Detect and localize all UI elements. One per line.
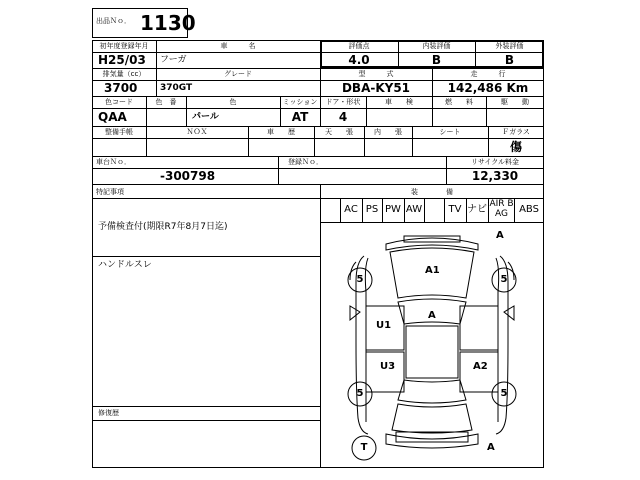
first-reg-value: H25/03 [98, 53, 146, 67]
score-header: 評価点 [348, 42, 370, 50]
sunroof-header: 天 張 [325, 128, 353, 136]
damage-right-rear-door: A2 [473, 361, 488, 372]
damage-roof: A [428, 310, 436, 321]
doors-header: ドア・形状 [325, 98, 361, 106]
color-code-value: QAA [98, 110, 127, 124]
model-value: DBA-KY51 [341, 81, 411, 95]
maintenance-header: 整備手帳 [105, 128, 133, 136]
lot-number: 1130 [140, 11, 196, 35]
damage-hood: A1 [425, 265, 440, 276]
grade-value: 370GT [160, 83, 193, 93]
lot-number-label: 出品Ｎｏ． [96, 17, 131, 25]
car-damage-diagram [320, 222, 544, 468]
tyre-rear-left: 5 [356, 388, 364, 399]
score-value: 4.0 [348, 53, 370, 67]
doors-value: 4 [338, 110, 348, 124]
color-value: パール [192, 112, 219, 122]
exterior-header: 外装評価 [495, 42, 524, 50]
note-line-2: ハンドルスレ [98, 260, 152, 270]
grade-header: グレード [224, 70, 252, 78]
inner-header: 内 張 [374, 128, 402, 136]
notes-header: 特記事項 [96, 188, 124, 196]
equipment-abs: ABS [519, 204, 539, 215]
car-name-header: 車 名 [220, 42, 256, 50]
interior-header: 内装評価 [422, 42, 451, 50]
repair-header: 修復歴 [98, 409, 119, 417]
damage-rear: A [487, 442, 495, 453]
equipment-ac: AC [344, 204, 358, 215]
displacement-value: 3700 [104, 81, 138, 95]
recycle-header: リサイクル料金 [470, 158, 520, 166]
color-number-header: 色 番 [155, 98, 177, 106]
equipment-navi: ナビ [467, 204, 487, 215]
car-name-value: フーガ [160, 55, 187, 65]
equipment-aw: AW [405, 204, 423, 215]
f-glass-header: Ｆガラス [502, 128, 530, 136]
damage-front: A [496, 230, 504, 241]
equipment-pw: PW [385, 204, 401, 215]
history-header: 車 歴 [267, 128, 295, 136]
equipment-ps: PS [365, 204, 379, 215]
damage-left-front-door: U1 [376, 320, 392, 331]
displacement-header: 排気量（cc） [102, 70, 146, 78]
chassis-value: -300798 [160, 169, 216, 183]
mileage-value: 142,486 Km [447, 81, 529, 95]
nox-header: ＮＯＸ [186, 128, 208, 136]
color-header: 色 [229, 98, 237, 106]
transmission-header: ミッション [282, 98, 318, 106]
tyre-front-right: 5 [500, 274, 508, 285]
inspection-header: 車 検 [385, 98, 413, 106]
f-glass-value: 傷 [509, 140, 522, 154]
model-header: 型 式 [358, 70, 394, 78]
tyre-rear-right: 5 [500, 388, 508, 399]
color-code-header: 色コード [105, 98, 133, 106]
note-line-1: 予備検査付(期限R7年8月7日迄) [98, 222, 228, 232]
equipment-airbag: AIR BAG [489, 199, 514, 219]
spare-tyre: T [360, 442, 368, 453]
recycle-value: 12,330 [471, 169, 519, 183]
equipment-tv: TV [448, 204, 462, 215]
mileage-header: 走 行 [470, 70, 506, 78]
interior-value: B [431, 53, 442, 67]
chassis-header: 車台Ｎｏ． [96, 158, 131, 166]
transmission-value: AT [291, 110, 309, 124]
first-reg-header: 初年度登録年月 [99, 42, 149, 50]
equipment-header: 装 備 [411, 188, 453, 196]
drive-header: 駆 動 [501, 98, 529, 106]
tyre-front-left: 5 [356, 274, 364, 285]
damage-left-rear-door: U3 [380, 361, 396, 372]
exterior-value: B [504, 53, 515, 67]
reg-no-header: 登録Ｎｏ． [288, 158, 323, 166]
fuel-header: 燃 料 [445, 98, 473, 106]
seat-header: シート [439, 128, 461, 136]
